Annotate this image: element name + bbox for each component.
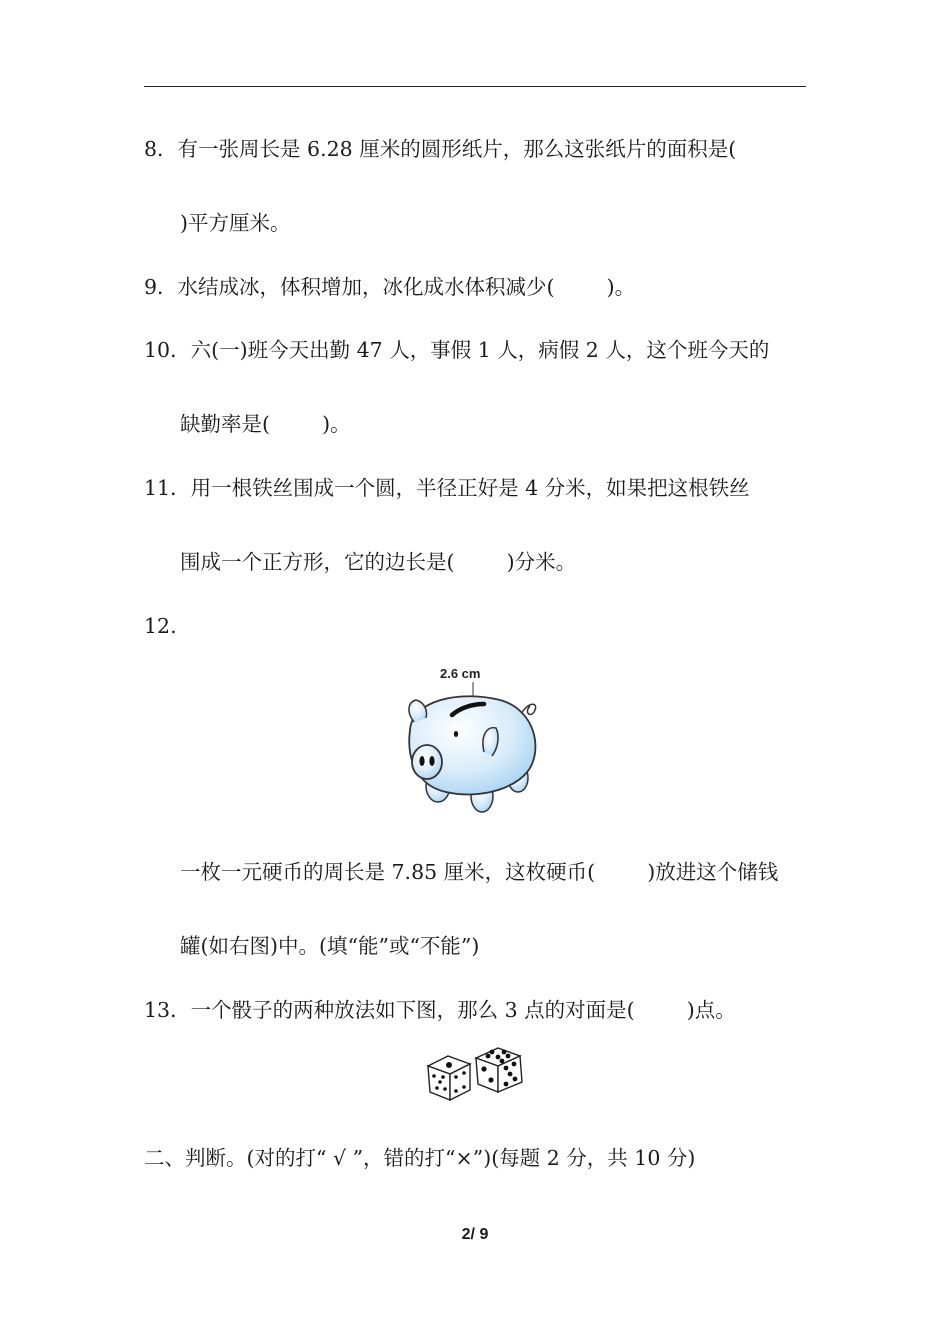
page-number: 2/ 9: [461, 1226, 489, 1243]
piggy-bank-figure: [400, 660, 550, 818]
question-13: 13．一个骰子的两种放法如下图，那么 3 点的对面是( )点。: [144, 998, 736, 1022]
section-two-heading: 二、判断。(对的打“ √ ”，错的打“×”)(每题 2 分，共 10 分): [144, 1146, 696, 1170]
question-9: 9．水结成冰，体积增加，冰化成水体积减少( )。: [144, 275, 636, 299]
dice-figure: [424, 1044, 528, 1104]
question-10-line2: 缺勤率是( )。: [180, 412, 351, 436]
question-11-line2: 围成一个正方形，它的边长是( )分米。: [180, 550, 577, 574]
question-11-line1: 11．用一根铁丝围成一个圆，半径正好是 4 分米，如果把这根铁丝: [144, 476, 750, 500]
question-12-line2: 一枚一元硬币的周长是 7.85 厘米，这枚硬币( )放进这个储钱: [180, 860, 779, 884]
question-10-line1: 10．六(一)班今天出勤 47 人，事假 1 人，病假 2 人，这个班今天的: [144, 338, 770, 362]
question-8-line1: 8．有一张周长是 6.28 厘米的圆形纸片，那么这张纸片的面积是(: [144, 137, 737, 161]
question-12-line3: 罐(如右图)中。(填“能”或“不能”): [180, 934, 480, 958]
die-left: [428, 1056, 470, 1100]
question-8-line2: )平方厘米。: [180, 211, 291, 235]
die-right: [476, 1048, 522, 1092]
question-12-number: 12.: [144, 614, 177, 638]
header-rule: [144, 86, 806, 87]
slot-width-label: 2.6 cm: [440, 666, 481, 681]
